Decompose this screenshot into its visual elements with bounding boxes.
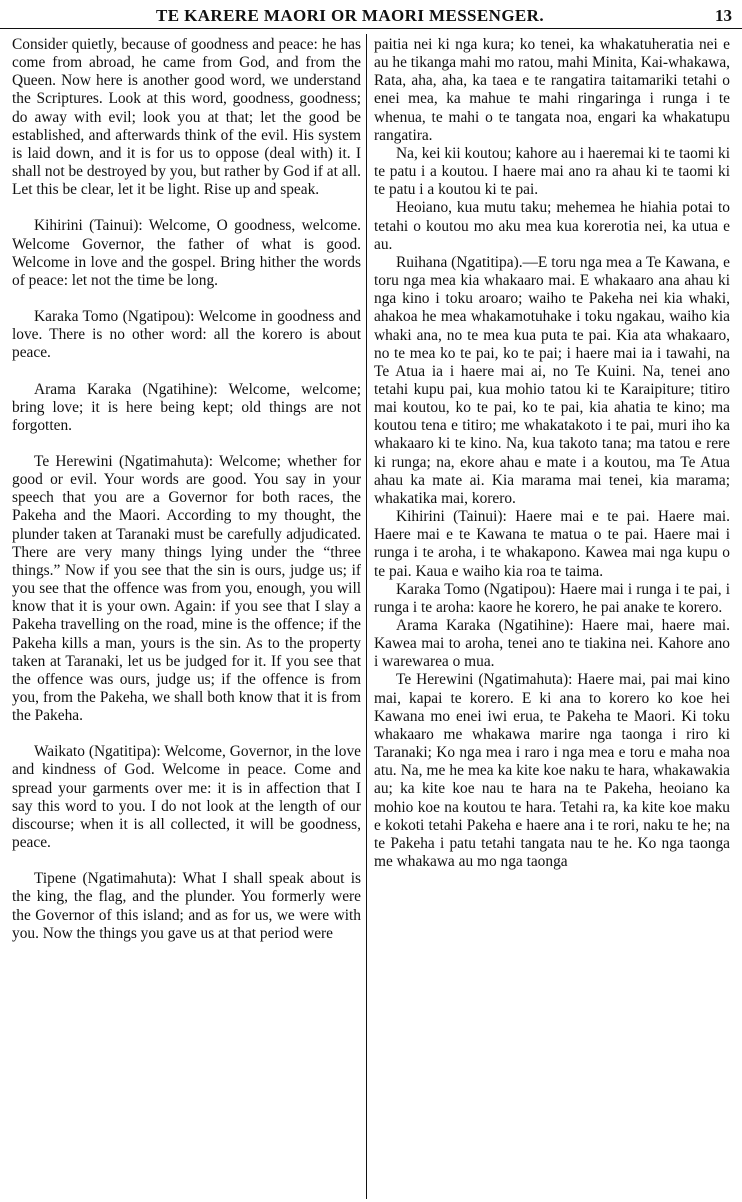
column-divider <box>366 34 367 1199</box>
paragraph-continuation: Consider quietly, because of goodness and peace: he has come from abroad, he came from God, and from the Queen. Now here is another good word, we understand the Scriptures. Look at this word, goodness, goodness; do away with evil; look you at that; let the good be established, and afterwards think of the evil. His system is laid down, and it is for us to oppose (deal with) it. I shall not be destroyed by you, but rather by God if at all. Let this be clear, let it be light. Rise up and speak. <box>12 36 361 199</box>
paragraph-continuation-maori: paitia nei ki nga kura; ko tenei, ka whakatuheratia nei e au he tikanga mahi mo ratou, mahi Minita, Kai-whakawa, Rata, aha, aha, ka taea e te rangatira taitamariki tetahi o enei mea, ka mahue te mahi ringaringa i runga i te whenua, te mahi o te tangata noa, engari ka whakatupu rangatira. <box>374 36 730 144</box>
paragraph-karaka-tomo-maori: Karaka Tomo (Ngatipou): Haere mai i runga i te pai, i runga i te aroha: kaore he korero, he pai anake te korero. <box>374 580 730 616</box>
page-header <box>0 4 742 29</box>
masthead-title: TE KARERE MAORI OR MAORI MESSENGER. <box>155 6 545 25</box>
paragraph-kihirini: Kihirini (Tainui): Welcome, O goodness, welcome. Welcome Governor, the father of what is good. Welcome in love and the gospel. Bring hither the words of peace: let not the time be long. <box>12 217 361 289</box>
paragraph-waikato: Waikato (Ngatitipa): Welcome, Governor, in the love and kindness of God. Welcome in peace. Come and spread your garments over me: it is in affection that I say this word to you. I do not look at the length of our discourse; when it is all collected, it will be goodness, peace. <box>12 743 361 852</box>
english-column <box>12 36 361 1198</box>
paragraph-te-herewini: Te Herewini (Ngatimahuta): Welcome; whether for good or evil. Your words are good. You say in your speech that you are a Governor for both races, the Pakeha and the Maori. According to my thought, the plunder taken at Taranaki must be carefully adjudicated. There are very many things lying under the “three things.” Now if you see that the sin is ours, judge us; if you see that the offence was from you, enough, you will know that it is your own. Again: if you see that I slay a Pakeha travelling on the road, mine is the offence; if the Pakeha kills a man, yours is the sin. As to the property taken at Taranaki, let us be judged for it. If you see that the offence was ours, judge us; if the offence is from you, from the Pakeha, we shall both know that it is from the Pakeha. <box>12 452 361 725</box>
maori-column <box>374 36 730 1198</box>
paragraph-kihirini-maori: Kihirini (Tainui): Haere mai e te pai. Haere mai. Haere mai e te Kawana te matua o te pai. Haere mai i runga i te aroha, i te whakapono. Kawea mai nga kupu o te pai. Kaua e waiho kia roa te taima. <box>374 508 730 580</box>
paragraph-heoiano: Heoiano, kua mutu taku; mehemea he hiahia potai to tetahi o koutou mo aku mea kua korerotia nei, ka utua e au. <box>374 199 730 253</box>
paragraph-ruihana: Ruihana (Ngatitipa).—E toru nga mea a Te Kawana, e toru nga mea kia whakaaro mai. E whakaaro ana ahau ki nga kino i toku aroaro; waiho te Pakeha nei kia whaki, ahakoa he mea whakamotuhake i toku ngakau, waiho kia whaki ana, no te mea kua puta te pai. Kia ata whakaaro, no te mea ko te pai, ko te pai; i haere mai ia i tawahi, na Te Atua ia i haere mai ai, no Te Kuini. Na, tenei ano tetahi kupu pai, kua mohio tatou ki te Karaipiture; titiro mai koutou, ko te pai, ko te pai, kia ahatia te kino; ma koutou tena e titiro; me whakatakoto i te pai, muri iho ka whakaaro ki te kino. Na, kua takoto tana; ma tatou e rere ki runga; na, ekore ahau e mate i a koutou, ma Te Atua ahau ka mate ai. Kia marama mai tenei, kia marama; whakatika mai, korero. <box>374 253 730 507</box>
paragraph-arama-karaka-maori: Arama Karaka (Ngatihine): Haere mai, haere mai. Kawea mai to aroha, tenei ano te tiakina nei. Kahore ano i warewarea o mua. <box>374 617 730 671</box>
paragraph-na-kei-kii: Na, kei kii koutou; kahore au i haeremai ki te taomi ki te patu i a koutou. I haere mai ano ra ahau ki te taomi ki te patu i a koutou ki te pai. <box>374 144 730 199</box>
paragraph-karaka-tomo: Karaka Tomo (Ngatipou): Welcome in goodness and love. There is no other word: all the korero is about peace. <box>12 308 361 362</box>
paragraph-te-herewini-maori: Te Herewini (Ngatimahuta): Haere mai, pai mai kino mai, kapai te korero. E ki ana to korero ko koe hei Kawana mo enei iwi erua, te Pakeha te Maori. Ki toku whakaaro me whakawa marire nga taonga i riro ki Taranaki; Ko nga mea i raro i nga mea e toru e maha noa atu. Na, me he mea ka kite koe naku te hara, whakawakia au; ka kite koe nau te hara na te Pakeha, heoiano ka mohio koe na koutou te hara. Tetahi ra, ka kite koe maku e kokoti tetahi Pakeha e haere ana i te rori, naku te he; na te Pakeha i patu tetahi tangata nau te he. Ko nga taonga me whakawa au mo nga taonga <box>374 671 730 871</box>
page-number: 13 <box>715 6 732 25</box>
paragraph-arama-karaka: Arama Karaka (Ngatihine): Welcome, welcome; bring love; it is here being kept; old things are not forgotten. <box>12 380 361 434</box>
paragraph-tipene: Tipene (Ngatimahuta): What I shall speak about is the king, the flag, and the plunder. You formerly were the Governor of this island; and as for us, we were with you. Now the things you gave us at that period were <box>12 870 361 942</box>
